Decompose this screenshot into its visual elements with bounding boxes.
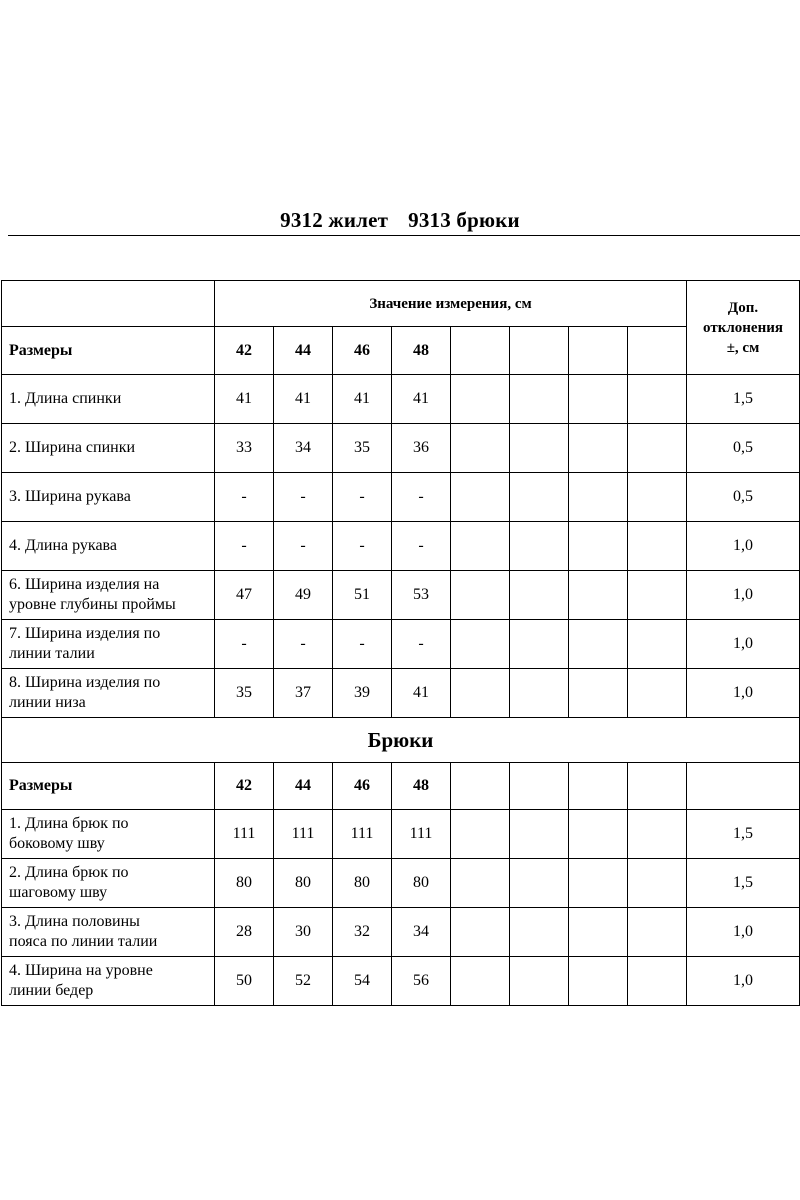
vest-sizes-row	[2, 327, 800, 375]
vest-sizes-label: Размеры	[2, 327, 215, 375]
tolerance-value: 1,0	[687, 571, 800, 620]
measurement-value: 80	[215, 859, 274, 908]
empty-cell	[510, 669, 569, 718]
measurement-value: -	[215, 473, 274, 522]
measurement-value: 111	[333, 810, 392, 859]
empty-cell	[569, 522, 628, 571]
empty-cell	[510, 908, 569, 957]
tolerance-value: 1,0	[687, 908, 800, 957]
trousers-measurement-row	[2, 810, 800, 859]
measurement-name-line: 2. Ширина спинки	[9, 439, 136, 456]
vest-measurement-name	[2, 473, 215, 522]
empty-cell	[628, 620, 687, 669]
tolerance-value: 0,5	[687, 424, 800, 473]
vest-measurement-name	[2, 424, 215, 473]
empty-cell	[569, 957, 628, 1006]
trousers-measurement-name	[2, 908, 215, 957]
measurement-value: -	[392, 522, 451, 571]
trousers-measurement-name	[2, 859, 215, 908]
empty-cell	[451, 375, 510, 424]
empty-cell	[451, 424, 510, 473]
tolerance-value: 1,5	[687, 810, 800, 859]
tolerance-value: 1,0	[687, 957, 800, 1006]
empty-cell	[687, 763, 800, 810]
empty-cell	[510, 957, 569, 1006]
measurement-value: 41	[333, 375, 392, 424]
measurement-value: -	[274, 522, 333, 571]
measurement-name-line: 2. Длина брюк по	[9, 864, 129, 881]
measurement-value: 47	[215, 571, 274, 620]
trousers-measurement-name	[2, 810, 215, 859]
measurement-name-line: 3. Ширина рукава	[9, 488, 131, 505]
title-underline	[8, 235, 800, 236]
empty-cell	[510, 473, 569, 522]
empty-cell	[569, 620, 628, 669]
measurement-value: 49	[274, 571, 333, 620]
measurement-name-line: боковому шву	[9, 835, 105, 852]
measurement-value: 32	[333, 908, 392, 957]
measurement-value: 41	[392, 669, 451, 718]
empty-cell	[510, 859, 569, 908]
empty-cell	[569, 473, 628, 522]
measurement-value: -	[333, 522, 392, 571]
tolerance-value: 0,5	[687, 473, 800, 522]
vest-measurement-row	[2, 669, 800, 718]
measurement-name-line: линии низа	[9, 694, 86, 711]
measurement-value: 34	[392, 908, 451, 957]
table-body	[2, 281, 800, 1006]
measurement-name-line: 1. Длина брюк по	[9, 815, 129, 832]
empty-cell	[510, 424, 569, 473]
empty-cell	[451, 327, 510, 375]
trousers-measurement-row	[2, 859, 800, 908]
empty-cell	[569, 810, 628, 859]
empty-cell	[628, 859, 687, 908]
tolerance-header-line1: Доп.	[727, 299, 759, 316]
empty-cell	[451, 522, 510, 571]
vest-measurement-row	[2, 424, 800, 473]
vest-size-cell: 44	[274, 327, 333, 375]
measurement-value: 35	[333, 424, 392, 473]
tolerance-header-line3: ±, см	[726, 339, 760, 356]
trousers-size-cell: 46	[333, 763, 392, 810]
trousers-sizes-label: Размеры	[2, 763, 215, 810]
empty-cell	[510, 620, 569, 669]
tolerance-value: 1,5	[687, 859, 800, 908]
measurement-name-line: 7. Ширина изделия по	[9, 625, 161, 642]
trousers-section-title: Брюки	[2, 718, 800, 763]
measurement-name-line: линии талии	[9, 645, 95, 662]
measurement-name-line: шаговому шву	[9, 884, 108, 901]
empty-cell	[451, 571, 510, 620]
empty-cell	[510, 810, 569, 859]
empty-cell	[510, 763, 569, 810]
empty-cell	[628, 473, 687, 522]
vest-measurement-row	[2, 522, 800, 571]
measurement-value: 53	[392, 571, 451, 620]
vest-measurement-name	[2, 620, 215, 669]
measurement-value: 80	[274, 859, 333, 908]
measurement-value: -	[274, 473, 333, 522]
trousers-measurement-row	[2, 908, 800, 957]
measurement-value: 80	[333, 859, 392, 908]
trousers-sizes-row	[2, 763, 800, 810]
vest-size-cell: 48	[392, 327, 451, 375]
empty-cell	[569, 763, 628, 810]
title-vest: 9312 жилет	[280, 208, 389, 232]
trousers-measurement-name	[2, 957, 215, 1006]
measure-header: Значение измерения, см	[215, 281, 687, 327]
measurement-value: 111	[274, 810, 333, 859]
measurement-name-line: линии бедер	[9, 982, 94, 999]
trousers-size-cell: 48	[392, 763, 451, 810]
header-row	[2, 281, 800, 327]
tolerance-header-line2: отклонения	[703, 319, 783, 336]
measurement-value: 50	[215, 957, 274, 1006]
measurement-value: 34	[274, 424, 333, 473]
empty-cell	[510, 375, 569, 424]
measurement-value: -	[215, 522, 274, 571]
empty-cell	[510, 571, 569, 620]
empty-cell	[628, 908, 687, 957]
measurement-value: 37	[274, 669, 333, 718]
vest-measurement-name	[2, 522, 215, 571]
empty-cell	[569, 571, 628, 620]
empty-cell	[628, 810, 687, 859]
vest-size-cell: 46	[333, 327, 392, 375]
vest-measurement-name	[2, 375, 215, 424]
measurement-name-line: 8. Ширина изделия по	[9, 674, 161, 691]
tolerance-value: 1,0	[687, 669, 800, 718]
measurement-name-line: 4. Ширина на уровне	[9, 962, 153, 979]
measurement-value: -	[392, 473, 451, 522]
empty-cell	[569, 859, 628, 908]
measurement-name-line: 1. Длина спинки	[9, 390, 122, 407]
empty-cell	[569, 375, 628, 424]
empty-cell	[451, 620, 510, 669]
empty-cell	[451, 763, 510, 810]
vest-measurement-row	[2, 375, 800, 424]
measurement-name-line: 4. Длина рукава	[9, 537, 117, 554]
trousers-size-cell: 44	[274, 763, 333, 810]
tolerance-value: 1,0	[687, 620, 800, 669]
measurement-value: -	[215, 620, 274, 669]
measurement-value: 36	[392, 424, 451, 473]
measurement-value: 111	[392, 810, 451, 859]
empty-cell	[628, 424, 687, 473]
vest-size-cell: 42	[215, 327, 274, 375]
measurement-value: 111	[215, 810, 274, 859]
measurement-table	[1, 280, 800, 1006]
vest-measurement-name	[2, 669, 215, 718]
tolerance-value: 1,0	[687, 522, 800, 571]
empty-cell	[628, 669, 687, 718]
empty-cell	[451, 859, 510, 908]
vest-measurement-row	[2, 473, 800, 522]
measurement-value: 33	[215, 424, 274, 473]
measurement-name-line: пояса по линии талии	[9, 933, 158, 950]
empty-cell	[628, 327, 687, 375]
empty-cell	[451, 810, 510, 859]
empty-cell	[628, 763, 687, 810]
trousers-size-cell: 42	[215, 763, 274, 810]
vest-measurement-row	[2, 571, 800, 620]
document-title	[0, 208, 800, 233]
measurement-name-line: 6. Ширина изделия на	[9, 576, 160, 593]
empty-cell	[510, 327, 569, 375]
empty-cell	[451, 957, 510, 1006]
empty-cell	[628, 375, 687, 424]
measurement-value: 30	[274, 908, 333, 957]
empty-cell	[628, 522, 687, 571]
measurement-value: 54	[333, 957, 392, 1006]
empty-cell	[451, 908, 510, 957]
measurement-value: 41	[215, 375, 274, 424]
measurement-value: 52	[274, 957, 333, 1006]
measurement-value: -	[274, 620, 333, 669]
empty-cell	[451, 669, 510, 718]
title-trousers: 9313 брюки	[408, 208, 520, 232]
empty-cell	[569, 669, 628, 718]
vest-measurement-name	[2, 571, 215, 620]
empty-cell	[569, 908, 628, 957]
empty-cell	[451, 473, 510, 522]
measurement-value: 28	[215, 908, 274, 957]
trousers-section-row	[2, 718, 800, 763]
trousers-measurement-row	[2, 957, 800, 1006]
tolerance-header	[687, 281, 800, 375]
measurement-name-line: 3. Длина половины	[9, 913, 140, 930]
measurement-value: 41	[392, 375, 451, 424]
empty-cell	[628, 957, 687, 1006]
measurement-value: -	[333, 473, 392, 522]
empty-cell	[569, 327, 628, 375]
measurement-value: -	[392, 620, 451, 669]
header-empty-cell	[2, 281, 215, 327]
measurement-value: -	[333, 620, 392, 669]
measurement-value: 51	[333, 571, 392, 620]
vest-measurement-row	[2, 620, 800, 669]
measurement-value: 56	[392, 957, 451, 1006]
tolerance-value: 1,5	[687, 375, 800, 424]
empty-cell	[510, 522, 569, 571]
measurement-name-line: уровне глубины проймы	[9, 596, 176, 613]
empty-cell	[628, 571, 687, 620]
measurement-value: 80	[392, 859, 451, 908]
measurement-value: 39	[333, 669, 392, 718]
measurement-value: 35	[215, 669, 274, 718]
empty-cell	[569, 424, 628, 473]
measurement-value: 41	[274, 375, 333, 424]
